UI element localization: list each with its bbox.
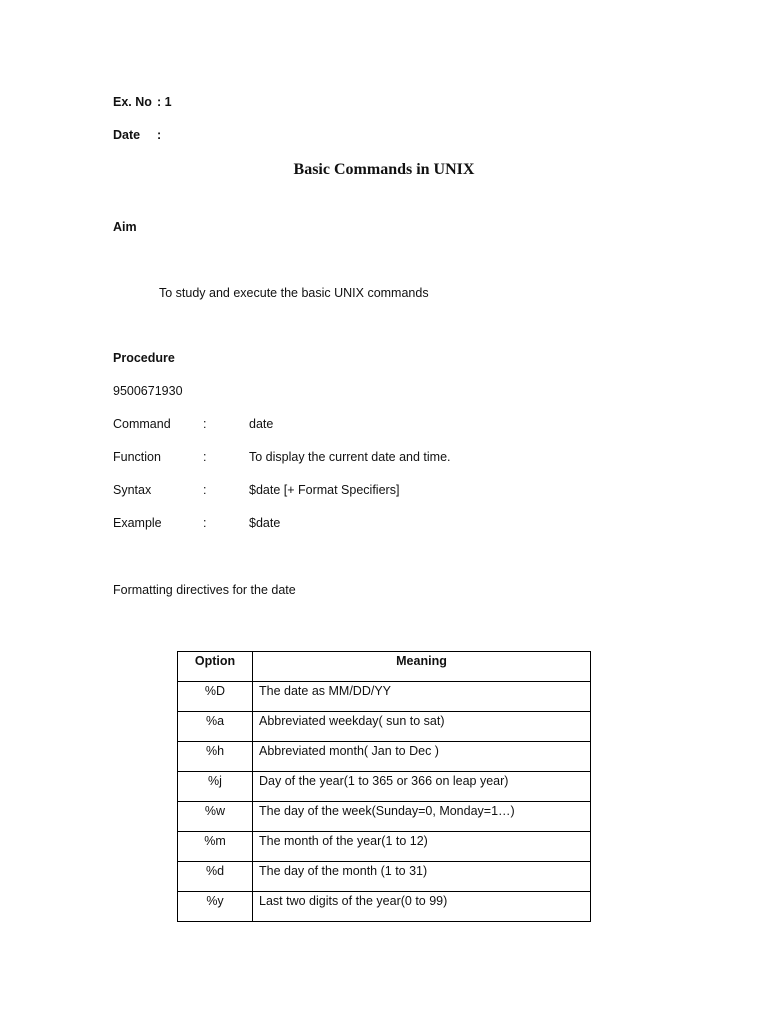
syntax-key: Syntax [113, 483, 152, 497]
formatting-heading: Formatting directives for the date [113, 583, 296, 597]
example-row [113, 515, 613, 531]
option-cell: %w [178, 802, 253, 832]
procedure-heading: Procedure [113, 351, 175, 365]
meaning-cell: Day of the year(1 to 365 or 366 on leap year) [253, 772, 591, 802]
option-cell: %d [178, 862, 253, 892]
meaning-cell: The day of the month (1 to 31) [253, 862, 591, 892]
ex-no-label: Ex. No [113, 95, 152, 109]
table-row [178, 892, 591, 922]
aim-text: To study and execute the basic UNIX commands [159, 286, 429, 300]
option-cell: %D [178, 682, 253, 712]
function-key: Function [113, 450, 161, 464]
option-cell: %m [178, 832, 253, 862]
option-cell: %y [178, 892, 253, 922]
procedure-number: 9500671930 [113, 384, 183, 398]
meaning-cell: Last two digits of the year(0 to 99) [253, 892, 591, 922]
option-column-header: Option [178, 652, 253, 682]
option-cell: %j [178, 772, 253, 802]
command-row [113, 416, 613, 432]
page-title: Basic Commands in UNIX [293, 161, 475, 178]
table-row [178, 712, 591, 742]
command-key: Command [113, 417, 171, 431]
date-value: : [157, 128, 162, 142]
table-row [178, 802, 591, 832]
command-colon: : [203, 417, 207, 431]
meaning-column-header: Meaning [253, 652, 591, 682]
table-row [178, 832, 591, 862]
table-row [178, 742, 591, 772]
meaning-cell: Abbreviated month( Jan to Dec ) [253, 742, 591, 772]
syntax-colon: : [203, 483, 207, 497]
option-cell: %h [178, 742, 253, 772]
aim-heading: Aim [113, 220, 137, 234]
table-row [178, 772, 591, 802]
meaning-cell: The day of the week(Sunday=0, Monday=1…) [253, 802, 591, 832]
table-row [178, 682, 591, 712]
table-header-row [178, 652, 591, 682]
example-colon: : [203, 516, 207, 530]
example-key: Example [113, 516, 162, 530]
example-value: $date [249, 516, 281, 530]
function-row [113, 449, 613, 465]
function-value: To display the current date and time. [249, 450, 451, 464]
option-cell: %a [178, 712, 253, 742]
function-colon: : [203, 450, 207, 464]
table-row [178, 862, 591, 892]
syntax-row [113, 482, 613, 498]
meaning-cell: Abbreviated weekday( sun to sat) [253, 712, 591, 742]
ex-no-value: : 1 [157, 95, 172, 109]
syntax-value: $date [+ Format Specifiers] [249, 483, 400, 497]
command-value: date [249, 417, 274, 431]
directives-table [177, 651, 591, 922]
meaning-cell: The date as MM/DD/YY [253, 682, 591, 712]
meaning-cell: The month of the year(1 to 12) [253, 832, 591, 862]
date-label: Date [113, 128, 141, 142]
